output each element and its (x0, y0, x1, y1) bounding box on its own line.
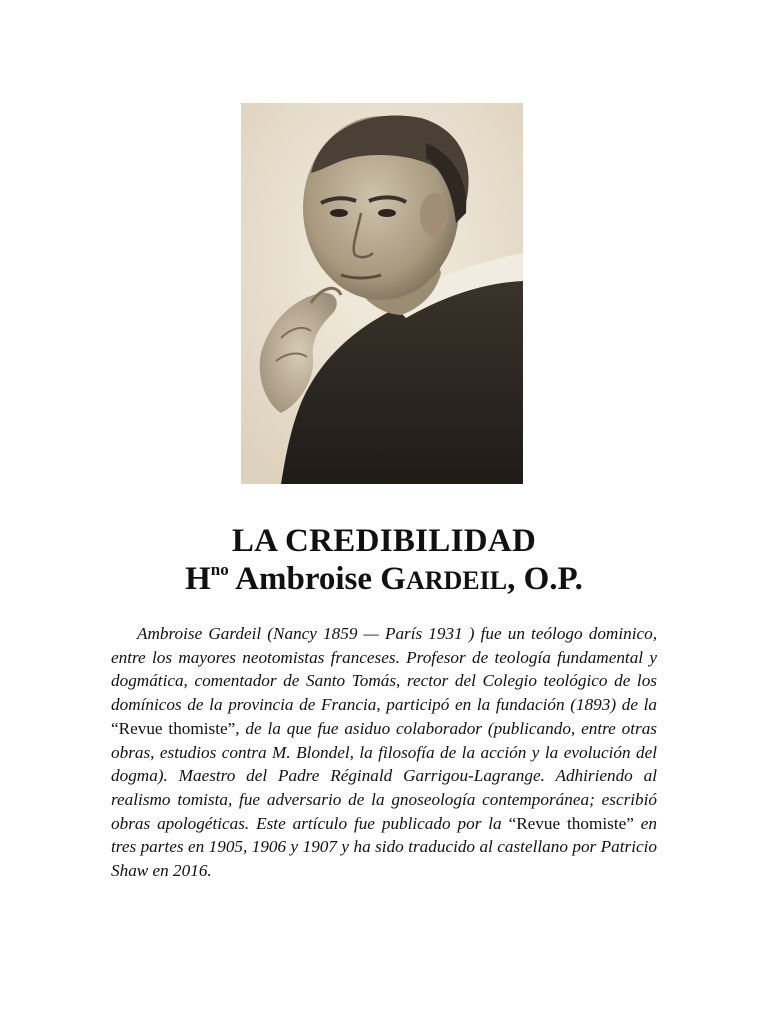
author-portrait (241, 103, 523, 484)
journal-name-1: “Revue thomiste” (111, 718, 236, 738)
bio-text-2: , de la que fue asiduo colaborador (publicando, entre otras obras, estudios contra M. Blondel, la filosofía de la acción y la evolución del dogma). Maestro del Padre Réginald Garrigou-Lagrange. Adhiriendo al realismo tomista, fue adversario de la gnoseología contemporánea; escribió obras apologéticas. Este artículo fue publicado por la (111, 718, 657, 833)
author-line (0, 560, 768, 600)
title-block (0, 522, 768, 600)
author-last-name-rest: ARDEIL (405, 566, 508, 595)
journal-name-2: “Revue thomiste” (508, 813, 634, 833)
author-first-name: Ambroise (235, 561, 373, 597)
biography-paragraph (111, 622, 657, 883)
author-prefix: H (185, 561, 211, 597)
author-prefix-superscript: no (210, 560, 229, 579)
bio-text-1: Ambroise Gardeil (Nancy 1859 — París 1931 ) fue un teólogo dominico, entre los mayores neotomistas franceses. Profesor de teología fundamental y dogmática, comentador de Santo Tomás, rector del Colegio teológico de los domínicos de la provincia de Francia, participó en la fundación (1893) de la (111, 624, 657, 715)
portrait-image (241, 103, 523, 484)
document-title: LA CREDIBILIDAD (231, 523, 537, 559)
author-last-initial: G (380, 561, 406, 597)
bio-text-3: en tres partes en 1905, 1906 y 1907 y ha sido traducido al castellano por Patricio Shaw en 2016. (111, 813, 657, 881)
author-suffix: , O.P. (507, 561, 583, 597)
